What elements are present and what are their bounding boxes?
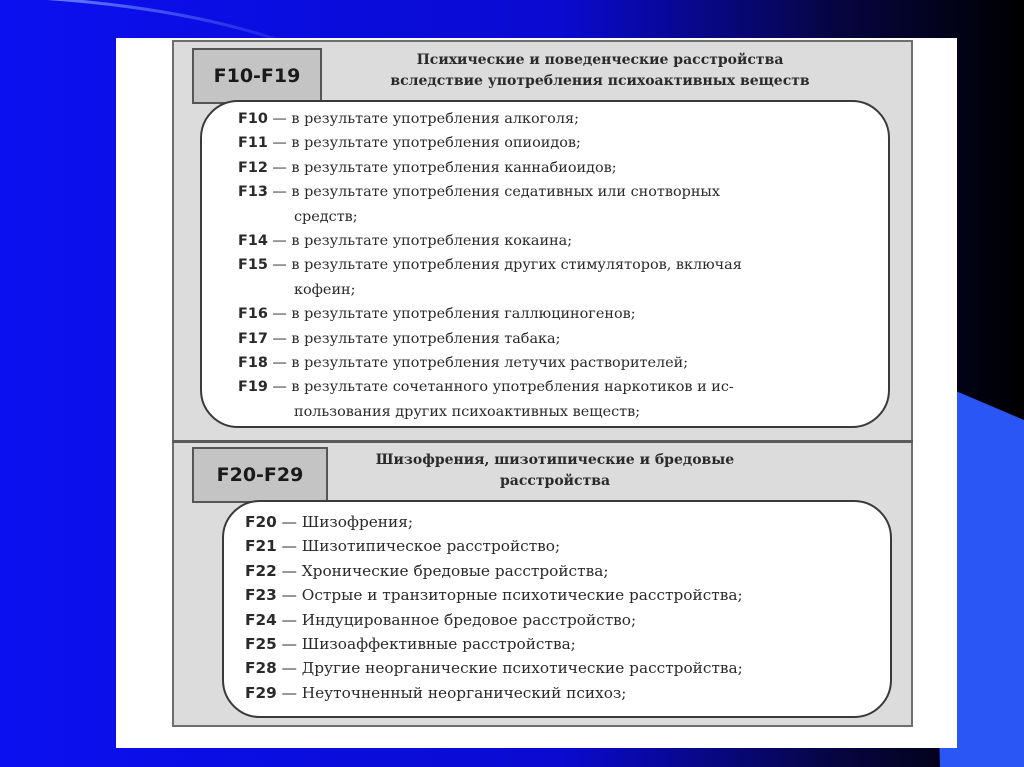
item-code: F28 [245, 659, 277, 678]
item-code: F13 [238, 184, 268, 201]
item-code: F15 [238, 257, 268, 274]
list-item: F17 — в результате употребления табака; [238, 330, 561, 347]
item-code: F20 [245, 513, 277, 531]
section-title-line: Шизофрения, шизотипические и бредовые [375, 452, 735, 468]
item-text: Другие неорганические психотические расстройства; [301, 659, 743, 678]
item-code: F29 [245, 683, 277, 702]
item-text: в результате употребления седативных или снотворных [291, 184, 720, 201]
item-text: в результате употребления кокаина; [291, 233, 573, 250]
item-code: F16 [238, 306, 268, 323]
list-item: F20 — Шизофрения; [245, 513, 413, 531]
list-item: F11 — в результате употребления опиоидов; [238, 135, 581, 152]
list-item: F23 — Острые и транзиторные психотические расстройства; [245, 586, 743, 605]
section-title-line: вследствие употребления психоактивных веществ [390, 73, 810, 89]
item-code: F25 [245, 635, 277, 654]
item-code: F24 [245, 610, 277, 629]
section-code-label: F10-F19 [192, 48, 322, 104]
list-item: F16 — в результате употребления галлюциногенов; [238, 306, 636, 323]
item-code: F17 [238, 330, 268, 347]
item-text: в результате употребления галлюциногенов; [291, 306, 636, 323]
item-text: в результате употребления табака; [291, 330, 561, 347]
list-item: F24 — Индуцированное бредовое расстройство; [245, 610, 637, 629]
item-text: Индуцированное бредовое расстройство; [301, 610, 637, 629]
item-text: в результате употребления других стимуляторов, включая [291, 257, 742, 274]
diagnosis-list [245, 510, 875, 705]
item-text: Шизофрения; [301, 513, 413, 531]
item-text: Шизоаффективные расстройства; [301, 635, 576, 654]
item-text: Неуточненный неорганический психоз; [301, 683, 627, 702]
list-item: F18 — в результате употребления летучих растворителей; [238, 355, 689, 372]
item-code: F10 [238, 111, 268, 127]
list-item: F19 — в результате сочетанного употребления наркотиков и ис- пользования других психоактивных веществ; [238, 375, 878, 424]
list-item: F13 — в результате употребления седативных или снотворных средств; [238, 180, 878, 229]
item-text: в результате сочетанного употребления наркотиков и ис- [291, 379, 734, 396]
list-item: F28 — Другие неорганические психотические расстройства; [245, 659, 743, 678]
section-title-line: расстройства [499, 473, 611, 489]
list-item: F14 — в результате употребления кокаина; [238, 233, 573, 250]
item-code: F19 [238, 379, 268, 396]
list-item: F12 — в результате употребления каннабиоидов; [238, 159, 617, 176]
item-text-continued: пользования других психоактивных веществ; [294, 403, 641, 420]
item-text: Шизотипическое расстройство; [301, 537, 561, 556]
list-item: F10 — в результате употребления алкоголя; [238, 111, 579, 127]
item-text: в результате употребления алкоголя; [291, 111, 579, 127]
item-code: F11 [238, 135, 268, 152]
section-title [340, 50, 860, 92]
diagnosis-list [238, 107, 878, 424]
list-item: F22 — Хронические бредовые расстройства; [245, 561, 609, 580]
item-text: в результате употребления летучих растворителей; [291, 355, 689, 372]
item-code: F12 [238, 159, 268, 176]
item-code: F14 [238, 233, 268, 250]
item-text-continued: средств; [294, 208, 358, 225]
item-code: F18 [238, 355, 268, 372]
item-text: Острые и транзиторные психотические расстройства; [301, 586, 743, 605]
list-item: F25 — Шизоаффективные расстройства; [245, 635, 576, 654]
section-title [340, 450, 770, 492]
list-item: F21 — Шизотипическое расстройство; [245, 537, 561, 556]
item-code: F22 [245, 561, 277, 580]
section-divider [172, 440, 913, 443]
item-code: F21 [245, 537, 277, 556]
item-text: в результате употребления опиоидов; [291, 135, 581, 152]
item-text: Хронические бредовые расстройства; [301, 561, 609, 580]
section-title-line: Психические и поведенческие расстройства [416, 52, 784, 68]
list-item: F29 — Неуточненный неорганический психоз; [245, 683, 627, 702]
item-text-continued: кофеин; [294, 281, 356, 298]
list-item: F15 — в результате употребления других стимуляторов, включая кофеин; [238, 253, 878, 302]
item-code: F23 [245, 586, 277, 605]
item-text: в результате употребления каннабиоидов; [291, 159, 617, 176]
section-code-label: F20-F29 [192, 447, 328, 503]
